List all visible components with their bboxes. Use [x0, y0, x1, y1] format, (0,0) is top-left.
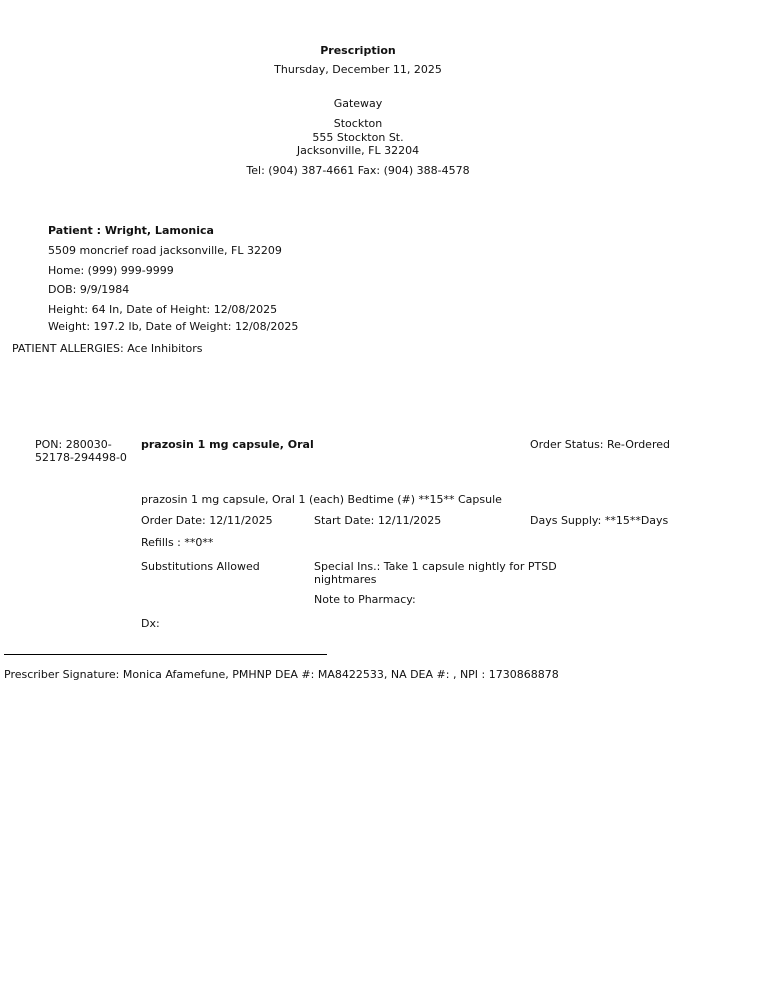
pon-line-1: PON: 280030- — [35, 438, 112, 451]
patient-weight: Weight: 197.2 lb, Date of Weight: 12/08/2025 — [48, 320, 299, 333]
refills: Refills : **0** — [141, 536, 214, 549]
signature-line — [4, 654, 327, 655]
patient-allergies: PATIENT ALLERGIES: Ace Inhibitors — [12, 342, 203, 355]
patient-home-phone: Home: (999) 999-9999 — [48, 264, 174, 277]
patient-address: 5509 moncrief road jacksonville, FL 32209 — [48, 244, 282, 257]
pharmacy-group: Gateway — [333, 97, 383, 110]
document-date: Thursday, December 11, 2025 — [274, 63, 442, 76]
special-instructions: Special Ins.: Take 1 capsule nightly for PTSD nightmares — [314, 560, 557, 586]
drug-title: prazosin 1 mg capsule, Oral — [141, 438, 314, 451]
pharmacy-phone-fax: Tel: (904) 387-4661 Fax: (904) 388-4578 — [246, 164, 470, 177]
pharmacy-location: Stockton — [333, 117, 383, 130]
sig-line: prazosin 1 mg capsule, Oral 1 (each) Bedtime (#) **15** Capsule — [141, 493, 502, 506]
prescriber-signature: Prescriber Signature: Monica Afamefune, PMHNP DEA #: MA8422533, NA DEA #: , NPI : 1730868878 — [4, 668, 559, 681]
start-date: Start Date: 12/11/2025 — [314, 514, 442, 527]
substitutions: Substitutions Allowed — [141, 560, 260, 573]
document-title: Prescription — [320, 44, 396, 57]
pharmacy-city: Jacksonville, FL 32204 — [296, 144, 420, 157]
patient-dob: DOB: 9/9/1984 — [48, 283, 130, 296]
order-status: Order Status: Re-Ordered — [530, 438, 670, 451]
pon-line-2: 52178-294498-0 — [35, 451, 127, 464]
patient-name: Patient : Wright, Lamonica — [48, 224, 214, 237]
note-to-pharmacy: Note to Pharmacy: — [314, 593, 416, 606]
order-date: Order Date: 12/11/2025 — [141, 514, 273, 527]
pharmacy-street: 555 Stockton St. — [312, 131, 404, 144]
days-supply: Days Supply: **15**Days — [530, 514, 669, 527]
patient-height: Height: 64 In, Date of Height: 12/08/2025 — [48, 303, 278, 316]
diagnosis: Dx: — [141, 617, 160, 630]
